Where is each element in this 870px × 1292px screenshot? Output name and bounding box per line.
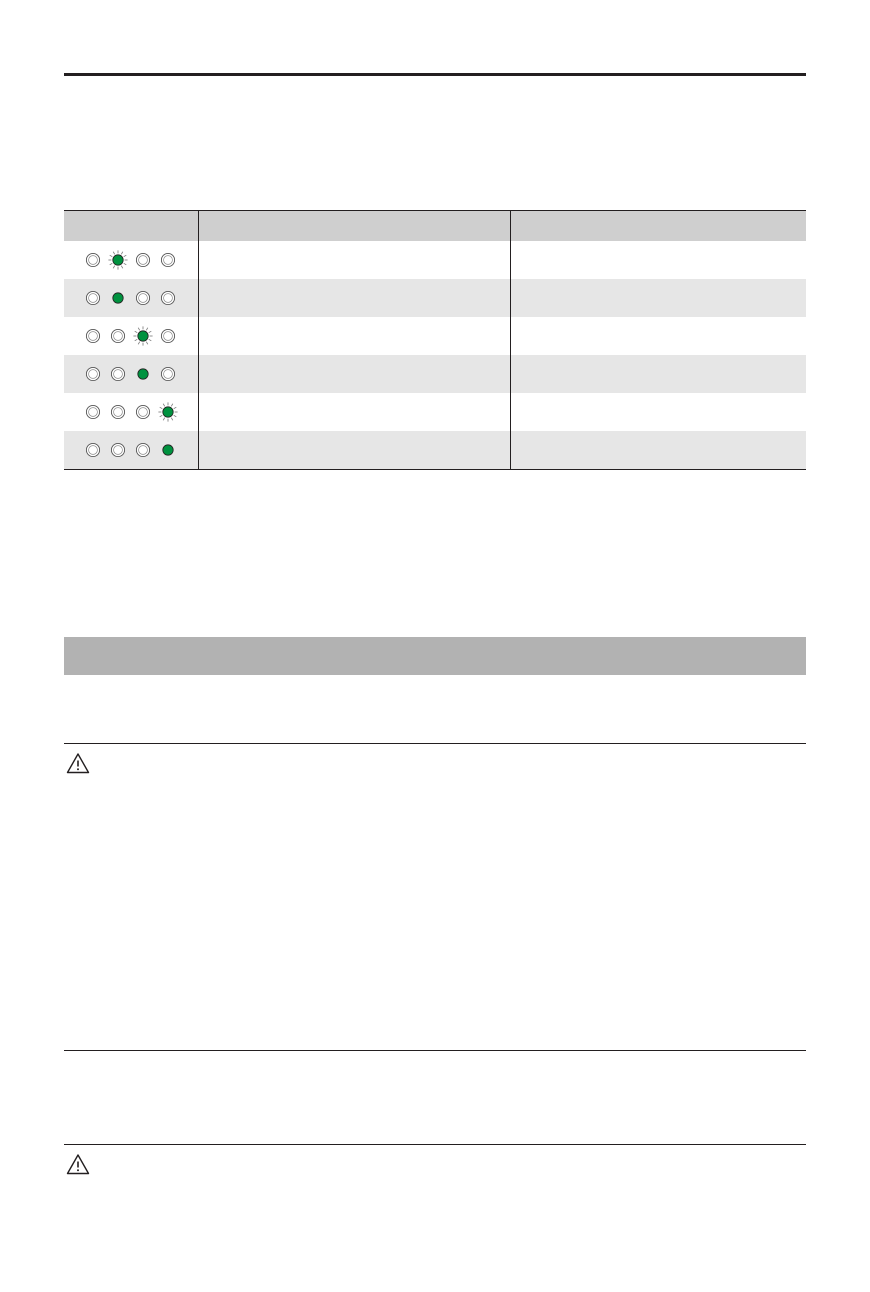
led-indicator-icon [161,367,174,380]
table-cell [198,431,510,470]
table-cell [510,431,806,470]
led-indicator-icon [161,253,174,266]
table-row [64,393,806,431]
table-header-cell [64,211,198,242]
table-cell [198,279,510,317]
table-cell [510,393,806,431]
led-indicator-icon [158,402,177,421]
led-row-graphic [81,248,181,272]
led-indicator-cell [64,279,198,317]
led-indicator-icon [136,291,149,304]
table-cell [198,241,510,279]
table-header-cell [510,211,806,242]
led-indicator-icon [86,405,99,418]
table-row [64,241,806,279]
table-header-row [64,211,806,242]
notice-top-rule [64,743,806,744]
notice-bottom-rule [64,1050,806,1051]
table-cell [510,241,806,279]
top-rule [64,73,806,76]
led-indicator-icon [136,253,149,266]
led-row-graphic [81,438,181,462]
led-row-graphic [81,324,181,348]
table-cell [198,393,510,431]
table-cell [198,355,510,393]
led-indicator-icon [113,293,123,303]
table-row [64,317,806,355]
led-indicator-cell [64,355,198,393]
led-indicator-icon [108,250,127,269]
led-indicator-icon [161,291,174,304]
led-row-graphic [81,362,181,386]
led-indicator-icon [111,367,124,380]
led-indicator-icon [136,405,149,418]
led-row-graphic [81,286,181,310]
table-cell [510,317,806,355]
led-indicator-icon [163,445,173,455]
led-status-table [64,210,806,470]
led-indicator-icon [138,369,148,379]
led-indicator-icon [86,443,99,456]
led-row-graphic [81,400,181,424]
table-row [64,279,806,317]
table-cell [510,279,806,317]
table-cell [198,317,510,355]
led-indicator-icon [111,329,124,342]
section-header-band [64,637,806,675]
led-indicator-cell [64,241,198,279]
led-indicator-icon [111,405,124,418]
led-indicator-icon [111,443,124,456]
led-indicator-icon [86,329,99,342]
led-indicator-cell [64,431,198,470]
table-row [64,431,806,470]
table-cell [510,355,806,393]
led-indicator-icon [86,291,99,304]
led-indicator-icon [161,329,174,342]
led-indicator-icon [86,367,99,380]
warning-triangle-icon [66,752,90,774]
warning-triangle-icon [66,1153,90,1175]
table-row [64,355,806,393]
led-indicator-icon [86,253,99,266]
led-indicator-icon [133,326,152,345]
notice-top-rule-2 [64,1144,806,1145]
led-indicator-cell [64,393,198,431]
table-header-cell [198,211,510,242]
led-indicator-icon [136,443,149,456]
led-indicator-cell [64,317,198,355]
